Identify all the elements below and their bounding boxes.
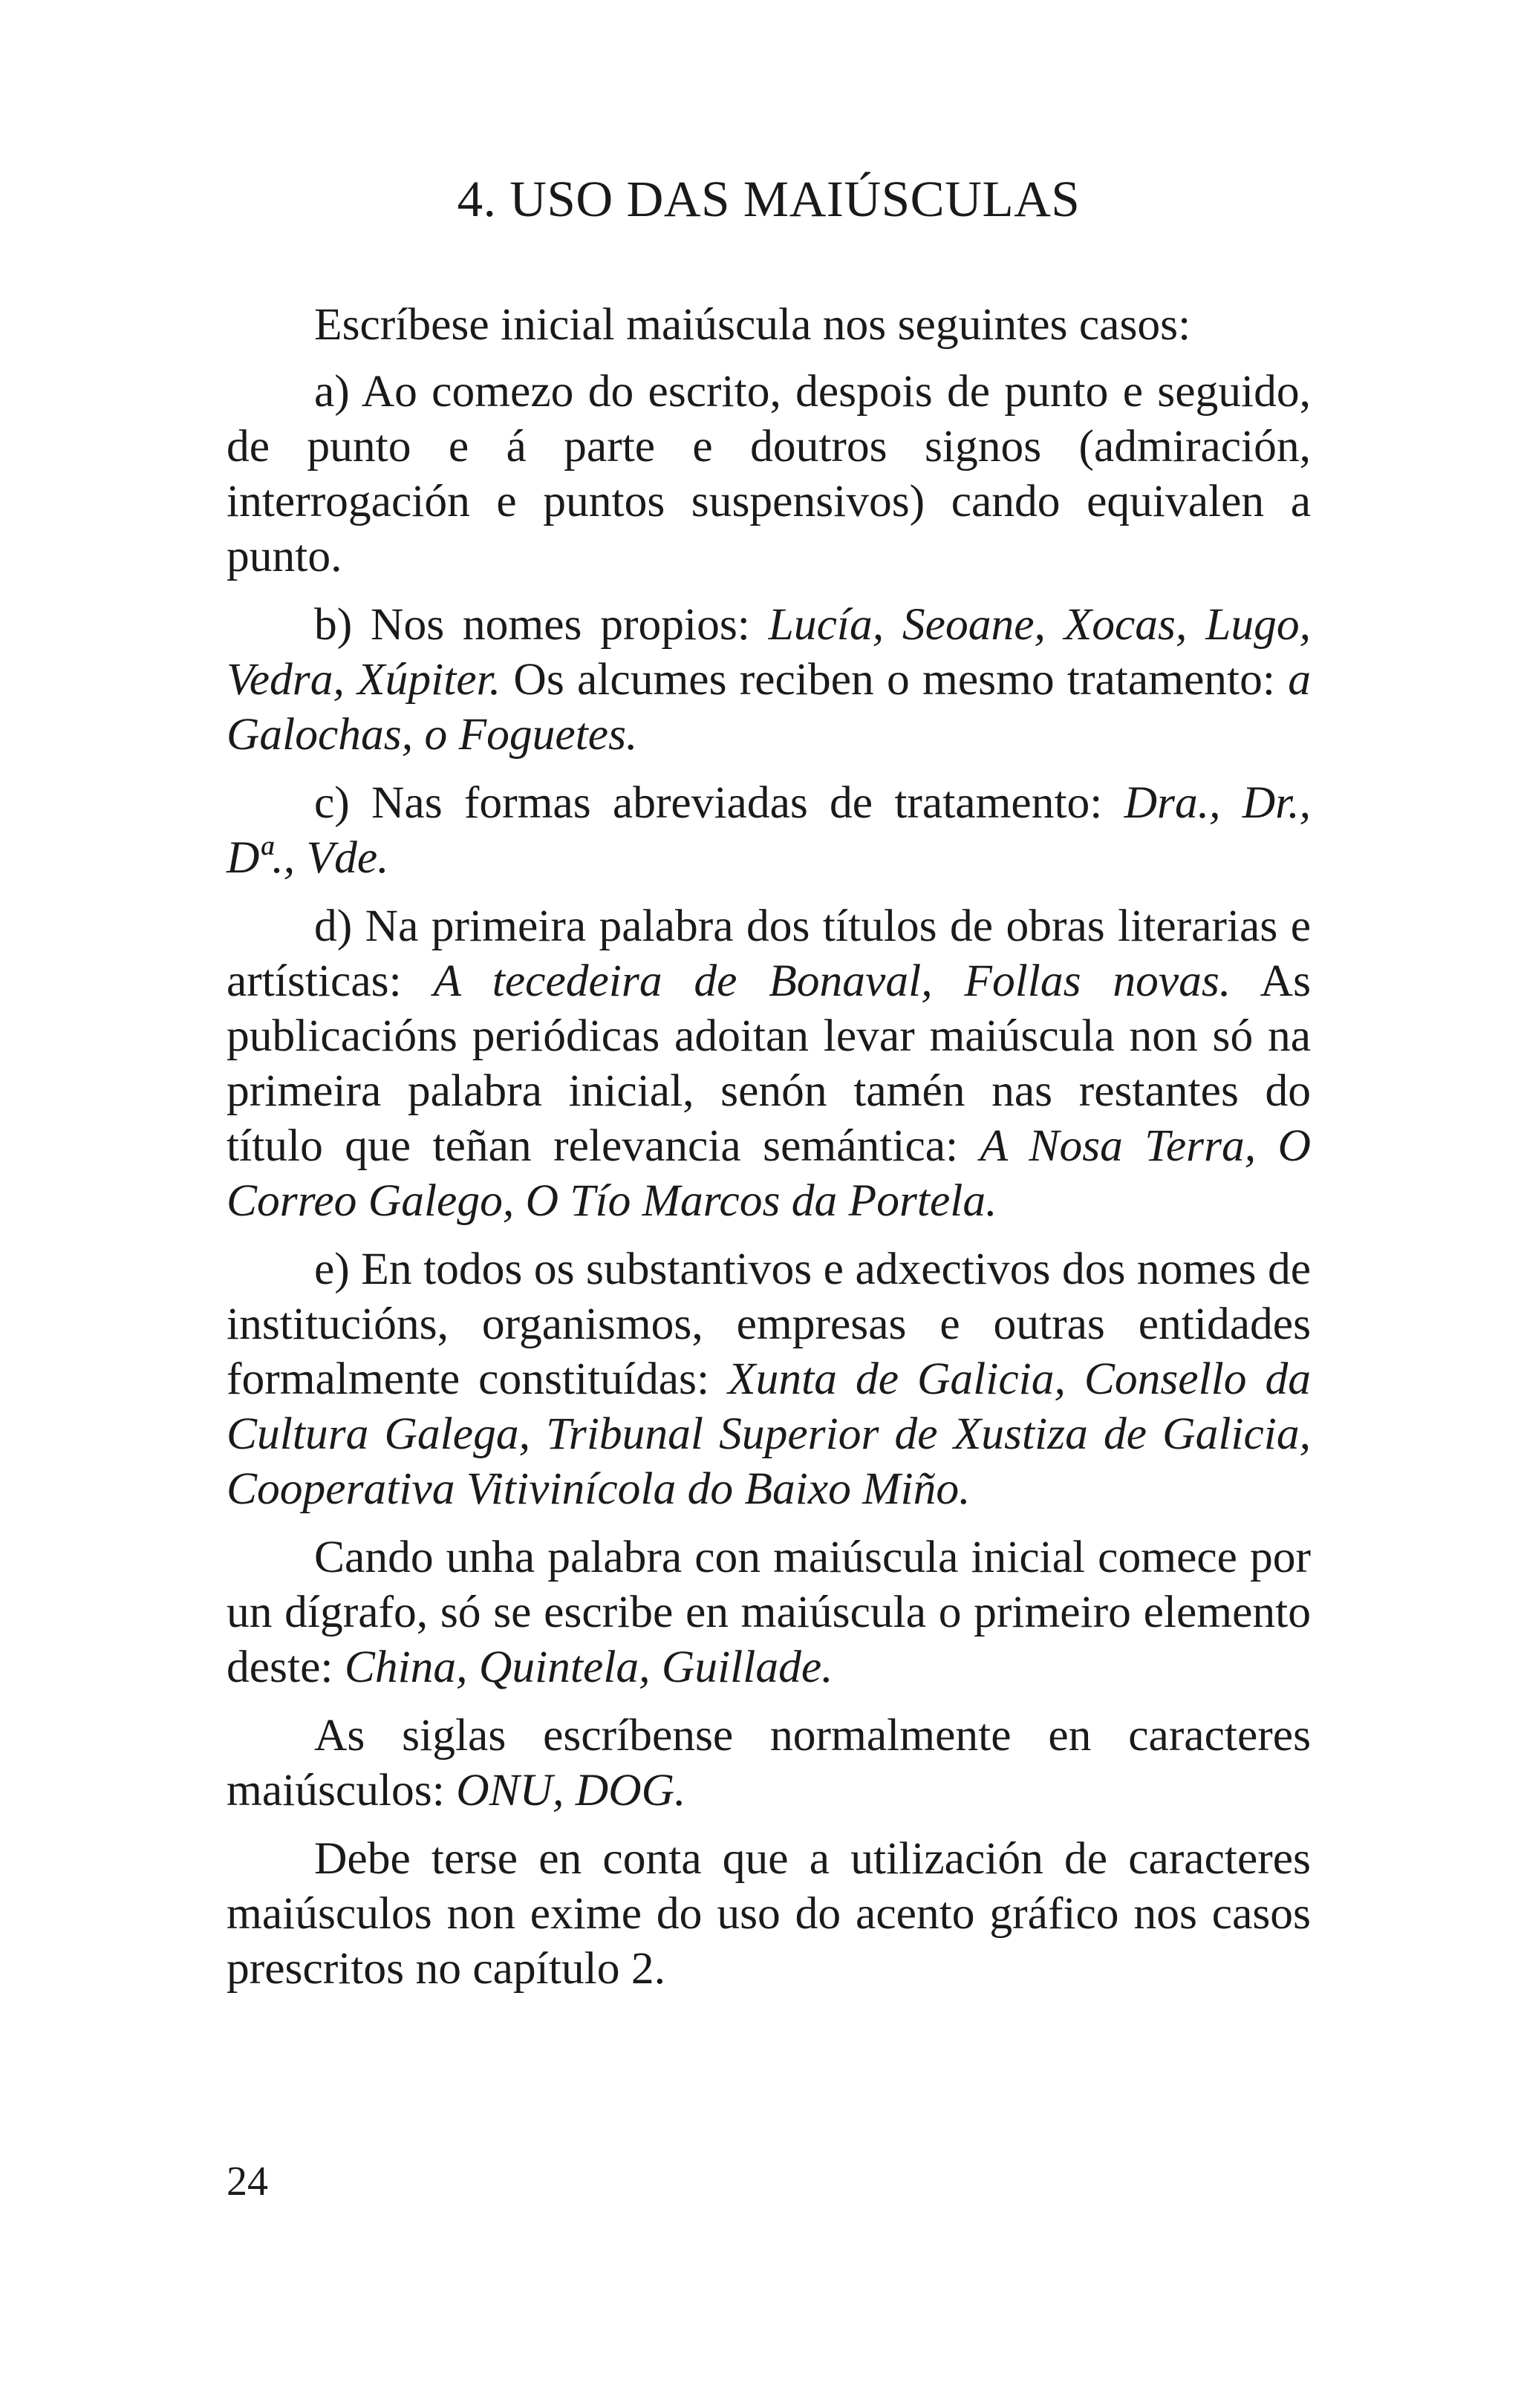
italic-example: Lucía, Seoane, Xocas, Lugo, Vedra, Xúpiter. xyxy=(227,599,1311,705)
italic-example: ONU, DOG. xyxy=(456,1765,686,1815)
paragraph xyxy=(227,1530,1311,1694)
text-run: Debe terse en conta que a utilización de caracteres maiúsculos non exime do uso do acento gráfico nos casos prescritos no capítulo 2. xyxy=(227,1833,1311,1994)
text-run: Os alcumes reciben o mesmo tratamento: xyxy=(501,654,1289,705)
italic-example: A tecedeira de Bonaval, Follas novas. xyxy=(433,956,1231,1006)
paragraph xyxy=(227,898,1311,1228)
italic-example: Dra., Dr., Dª., Vde. xyxy=(227,777,1311,883)
paragraph xyxy=(227,1708,1311,1818)
page-number: 24 xyxy=(227,2159,268,2205)
text-run: e) En todos os substantivos e adxectivos dos nomes de institucións, organismos, empresas e outras entidades formalmente constituídas: xyxy=(227,1244,1311,1404)
text-run: Escríbese inicial maiúscula nos seguintes casos: xyxy=(314,299,1191,350)
text-run: As siglas escríbense normalmente en caracteres maiúsculos: xyxy=(227,1710,1311,1815)
text-run: Cando unha palabra con maiúscula inicial comece por un dígrafo, só se escribe en maiúscula o primeiro elemento deste: xyxy=(227,1532,1311,1692)
italic-example: China, Quintela, Guillade. xyxy=(344,1642,833,1692)
paragraph xyxy=(227,1831,1311,1996)
text-run: d) Na primeira palabra dos títulos de obras literarias e artísticas: xyxy=(227,901,1311,1006)
italic-example: a Galochas, o Foguetes. xyxy=(227,654,1311,760)
italic-example: Xunta de Galicia, Consello da Cultura Galega, Tribunal Superior de Xustiza de Galicia, Cooperativa Vitivinícola do Baixo Miño. xyxy=(227,1354,1312,1514)
document-page xyxy=(227,0,1311,2408)
paragraph xyxy=(227,297,1311,352)
text-run: a) Ao comezo do escrito, despois de punto e seguido, de punto e á parte e doutros signos (admiración, interrogación e puntos suspensivos) cando equivalen a punto. xyxy=(227,366,1311,581)
text-run: b) Nos nomes propios: xyxy=(314,599,769,650)
italic-example: A Nosa Terra, O Correo Galego, O Tío Marcos da Portela. xyxy=(227,1120,1311,1226)
paragraph xyxy=(227,1241,1311,1516)
paragraph xyxy=(227,597,1311,762)
chapter-body xyxy=(227,297,1311,2009)
paragraph xyxy=(227,364,1311,584)
text-run: c) Nas formas abreviadas de tratamento: xyxy=(314,777,1124,828)
paragraph xyxy=(227,775,1311,885)
chapter-title: 4. USO DAS MAIÚSCULAS xyxy=(457,171,1081,227)
text-run: As publicacións periódicas adoitan levar maiúscula non só na primeira palabra inicial, senón tamén nas restantes do título que teñan relevancia semántica: xyxy=(227,956,1312,1171)
